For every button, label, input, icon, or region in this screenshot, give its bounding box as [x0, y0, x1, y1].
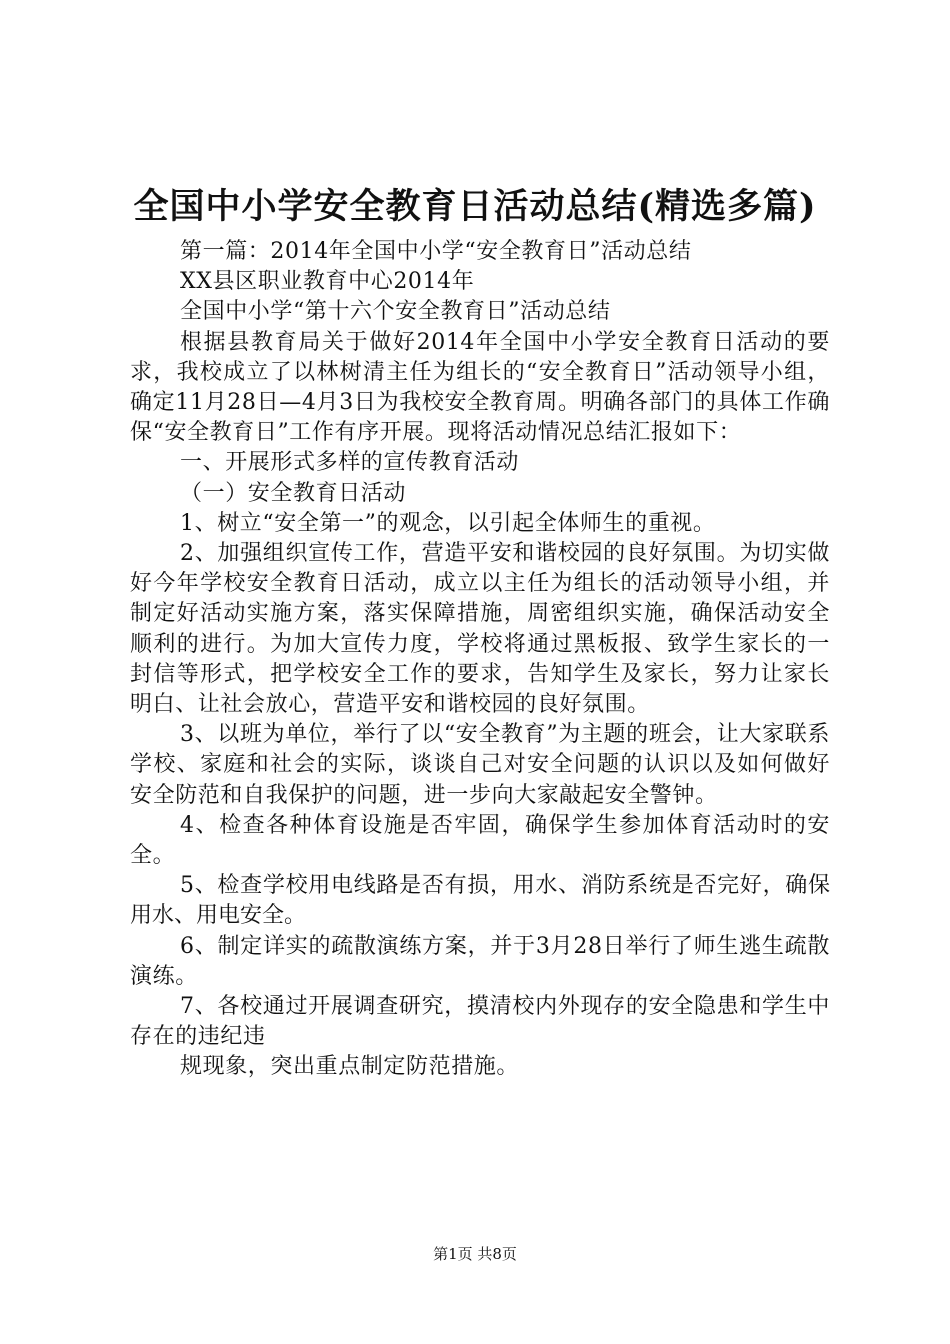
paragraph: 一、开展形式多样的宣传教育活动 [180, 450, 520, 476]
paragraph: 7、各校通过开展调查研究，摸清校内外现存的安全隐患和学生中存在的违纪违 [130, 994, 830, 1050]
paragraph: 5、检查学校用电线路是否有损，用水、消防系统是否完好，确保用水、用电安全。 [130, 873, 830, 929]
paragraph: 4、检查各种体育设施是否牢固，确保学生参加体育活动时的安全。 [130, 812, 830, 869]
paragraph: 1、树立“安全第一”的观念，以引起全体师生的重视。 [180, 510, 716, 536]
paragraph: （一）安全教育日活动 [180, 480, 407, 506]
paragraph: 第一篇：2014年全国中小学“安全教育日”活动总结 [180, 239, 692, 264]
document-title: 全国中小学安全教育日活动总结(精选多篇) [133, 186, 817, 227]
paragraph: 6、制定详实的疏散演练方案，并于3月28日举行了师生逃生疏散演练。 [130, 933, 830, 989]
document-body [130, 237, 830, 1083]
paragraph: 规现象，突出重点制定防范措施。 [180, 1054, 520, 1080]
page-footer: 第1页 共8页 [433, 1245, 517, 1263]
paragraph: XX县区职业教育中心2014年 [180, 269, 475, 295]
paragraph: 根据县教育局关于做好2014年全国中小学安全教育日活动的要求，我校成立了以林树清主任为组长的“安全教育日”活动领导小组，确定11月28日—4月3日为我校安全教育周。明确各部门的具体工作确保“安全教育日”工作有序开展。现将活动情况总结汇报如下： [130, 329, 830, 446]
paragraph: 全国中小学“第十六个安全教育日”活动总结 [180, 299, 611, 325]
paragraph: 2、加强组织宣传工作，营造平安和谐校园的良好氛围。为切实做好今年学校安全教育日活动，成立以主任为组长的活动领导小组，并制定好活动实施方案，落实保障措施，周密组织实施，确保活动安全顺利的进行。为加大宣传力度，学校将通过黑板报、致学生家长的一封信等形式，把学校安全工作的要求，告知学生及家长，努力让家长明白、让社会放心，营造平安和谐校园的良好氛围。 [130, 541, 830, 718]
paragraph: 3、以班为单位，举行了以“安全教育”为主题的班会，让大家联系学校、家庭和社会的实际，谈谈自己对安全问题的认识以及如何做好安全防范和自我保护的问题，进一步向大家敲起安全警钟。 [130, 722, 830, 808]
